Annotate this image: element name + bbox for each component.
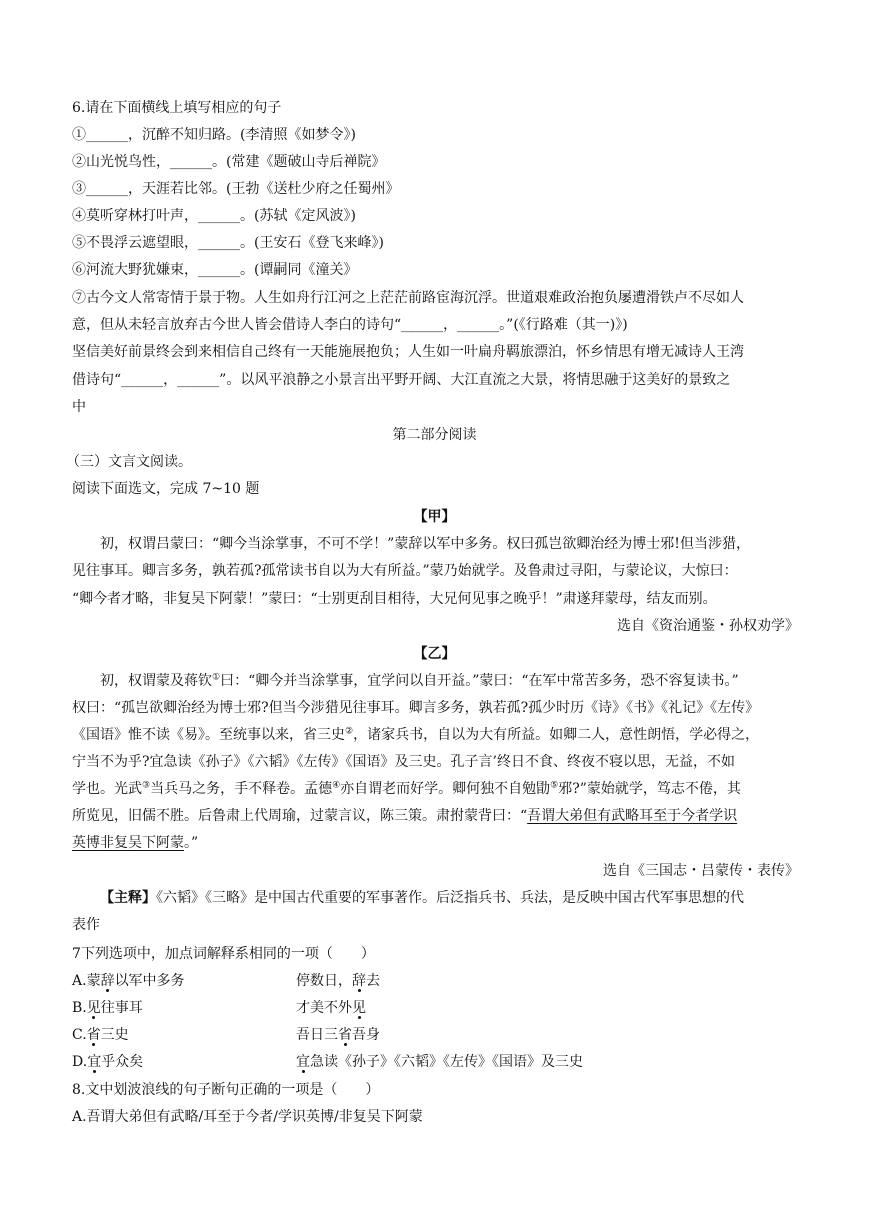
note-line-1: 【主释】《六韬》《三略》是中国古代重要的军事著作。后泛指兵书、兵法，是反映中国古代军事思想的代 xyxy=(100,890,744,906)
q6-item-6: ⑥河流大野犹嫌束，______。(谭嗣同《潼关》 xyxy=(72,262,358,278)
part2-title: 第二部分阅读 xyxy=(392,427,477,443)
footnote-marker-3: ③ xyxy=(142,780,151,791)
passage-yi-line-6: 所览见，旧儒不胜。后鲁肃上代周瑜，过蒙言议，陈三策。肃拊蒙背曰：“吾谓大弟但有武略耳至于今者学识 xyxy=(72,808,738,824)
passage-jia-line-2: 见往事耳。卿言多务，孰若孤?孤常读书自以为大有所益。”蒙乃始就学。及鲁肃过寻阳，与蒙论议，大惊曰： xyxy=(72,563,738,579)
passage-yi-line-3: 《国语》惟不读《易》。至统事以来，省三史②，诸家兵书，自以为大有所益。如卿二人，意性朗悟，学必得之， xyxy=(72,726,760,743)
q6-item-7-line-3: 坚信美好前景终会到来相信自己终有一天能施展抱负；人生如一叶扁舟羁旅漂泊，怀乡情思有增无减诗人王湾 xyxy=(72,344,744,360)
note-line-2: 表作 xyxy=(72,917,100,933)
q6-item-7-line-1: ⑦古今文人常寄情于景于物。人生如舟行江河之上茫茫前路宦海沉浮。世道艰难政治抱负屡遭滑铁卢不尽如人 xyxy=(72,290,744,306)
passage-yi-source: 选自《三国志・吕蒙传・表传》 xyxy=(603,863,799,879)
q7-option-b: B.见往事耳 才美不外见 xyxy=(72,1000,366,1016)
passage-yi-line-1: 初，权谓蒙及蒋钦①曰：“卿今并当涂掌事，宜学问以自开益。”蒙曰：“在军中常苦多务，恐不容复读书。” xyxy=(100,672,739,689)
q7-option-d: D.宜乎众矣 宜急读《孙子》《六韬》《左传》《国语》及三史 xyxy=(72,1054,583,1070)
passage-jia-line-1: 初，权谓吕蒙曰：“卿今当涂掌事，不可不学！”蒙辞以军中多务。权曰孤岂欲卿治经为博士邪!但当涉猎， xyxy=(100,536,750,552)
underlined-sentence-part-1: 吾谓大弟但有武略耳至于今者学识 xyxy=(527,808,738,824)
passage-jia-label: 【甲】 xyxy=(413,509,456,525)
q6-item-3: ③______，天涯若比邻。(王勃《送杜少府之任蜀州》 xyxy=(72,181,400,197)
passage-jia-line-3: “卿今者才略，非复吴下阿蒙！”蒙曰：“士别更刮目相待，大兄何见事之晚乎！”肃遂拜蒙母，结友而别。 xyxy=(72,591,717,607)
section3-instruction: 阅读下面选文，完成 7~10 题 xyxy=(72,481,260,497)
q8-option-a: A.吾谓大弟但有武略/耳至于今者/学识英博/非复吴下阿蒙 xyxy=(72,1109,423,1125)
q6-item-4: ④莫听穿林打叶声，______。(苏轼《定风波》) xyxy=(72,208,356,224)
q8-title: 8.文中划波浪线的句子断句正确的一项是（ ） xyxy=(72,1082,380,1098)
footnote-marker-2: ② xyxy=(345,726,354,737)
passage-yi-line-7: 英博非复吴下阿蒙。” xyxy=(72,835,199,851)
passage-yi-label: 【乙】 xyxy=(413,646,456,662)
q7-option-c: C.省三史 吾日三省吾身 xyxy=(72,1027,380,1043)
q6-item-7-line-5: 中 xyxy=(72,399,86,415)
section3-heading: （三）文言文阅读。 xyxy=(66,454,192,470)
q6-item-5: ⑤不畏浮云遮望眼，______。(王安石《登飞来峰》) xyxy=(72,235,384,251)
q7-title: 7下列选项中，加点词解释系相同的一项（ ） xyxy=(72,946,375,962)
q6-title: 6.请在下面横线上填写相应的句子 xyxy=(72,100,282,116)
passage-yi-line-4: 宁当不为乎?宜急读《孙子》《六韬》《左传》《国语》及三史。孔子言’终日不食、终夜不寝以思，无益，不如 xyxy=(72,754,735,770)
q6-item-1: ①______，沉醉不知归路。(李清照《如梦令》) xyxy=(72,127,356,143)
underlined-sentence-part-2: 英博非复吴下阿蒙 xyxy=(72,835,184,851)
q7-option-a: A.蒙辞以军中多务 停数日，辞去 xyxy=(72,973,380,989)
q6-item-7-line-2: 意，但从未轻言放弃古今世人皆会借诗人李白的诗句“______，______。”(《行路难（其一)》) xyxy=(72,317,628,333)
q6-item-7-line-4: 借诗句“______，______”。以风平浪静之小景言出平野开阔、大江直流之大景，将情思融于这美好的景致之 xyxy=(72,372,731,388)
passage-jia-source: 选自《资治通鉴・孙权劝学》 xyxy=(617,618,799,634)
q6-item-2: ②山光悦鸟性，______。(常建《题破山寺后禅院》 xyxy=(72,154,386,170)
passage-yi-line-5: 学也。光武③当兵马之务，手不释卷。孟德④亦自谓老而好学。卿何独不自勉勖⑤邪?”蒙始就学，笃志不倦，其 xyxy=(72,780,741,797)
footnote-marker-5: ⑤ xyxy=(550,780,559,791)
footnote-marker-4: ④ xyxy=(332,780,341,791)
footnote-marker-1: ① xyxy=(212,672,221,683)
passage-yi-line-2: 权曰：“孤岂欲卿治经为博士邪?但当今涉猎见往事耳。卿言多务，孰若孤?孤少时历《诗》《书》《礼记》《左传》 xyxy=(72,700,760,716)
